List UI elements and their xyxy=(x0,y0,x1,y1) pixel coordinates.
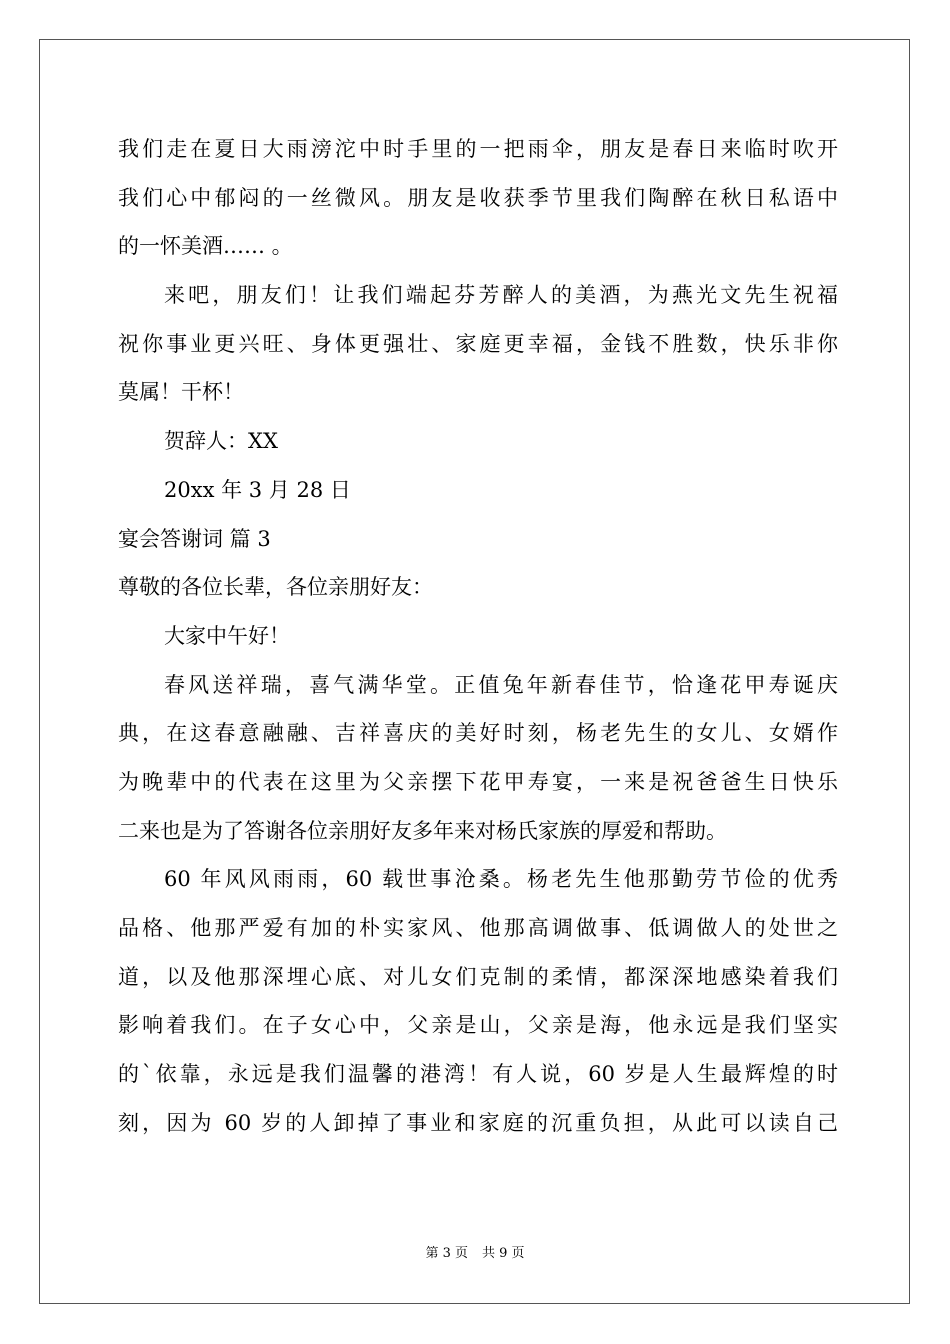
section-heading: 宴会答谢词 篇 3 xyxy=(118,526,271,551)
paragraph-line: 影响着我们。在子女心中，父亲是山，父亲是海，他永远是我们坚实 xyxy=(118,1013,838,1038)
paragraph-line: 春风送祥瑞，喜气满华堂。正值兔年新春佳节，恰逢花甲寿诞庆 xyxy=(164,672,838,697)
paragraph-line: 祝你事业更兴旺、身体更强壮、家庭更幸福，金钱不胜数，快乐非你 xyxy=(118,331,838,356)
greeting-line: 大家中午好！ xyxy=(164,623,290,648)
paragraph-line: 为晚辈中的代表在这里为父亲摆下花甲寿宴，一来是祝爸爸生日快乐 xyxy=(118,769,838,794)
paragraph-line: 我们走在夏日大雨滂沱中时手里的一把雨伞，朋友是春日来临时吹开 xyxy=(118,137,838,161)
paragraph-line: 60 年风风雨雨，60 载世事沧桑。杨老先生他那勤劳节俭的优秀 xyxy=(164,867,838,892)
paragraph-line: 品格、他那严爱有加的朴实家风、他那高调做事、低调做人的处世之 xyxy=(118,916,838,940)
paragraph-line: 莫属！干杯！ xyxy=(118,380,244,405)
paragraph-line: 我们心中郁闷的一丝微风。朋友是收获季节里我们陶醉在秋日私语中 xyxy=(118,185,838,210)
paragraph-line: 道，以及他那深埋心底、对儿女们克制的柔情，都深深地感染着我们 xyxy=(118,964,838,989)
signature-line: 贺辞人：XX xyxy=(164,429,278,454)
paragraph-line: 典，在这春意融融、吉祥喜庆的美好时刻，杨老先生的女儿、女婿作 xyxy=(118,721,838,746)
paragraph-line: 的一怀美酒…… 。 xyxy=(118,234,293,259)
page-number-current: 第 3 页 xyxy=(425,1246,468,1261)
page-number-total: 共 9 页 xyxy=(482,1246,525,1261)
paragraph-line: 的`依靠，永远是我们温馨的港湾！有人说，60 岁是人生最辉煌的时 xyxy=(118,1062,838,1087)
paragraph-line: 二来也是为了答谢各位亲朋好友多年来对杨氏家族的厚爱和帮助。 xyxy=(118,818,727,843)
paragraph-line: 刻，因为 60 岁的人卸掉了事业和家庭的沉重负担，从此可以读自己 xyxy=(118,1110,838,1135)
document-body xyxy=(118,125,838,1147)
date-line: 20xx 年 3 月 28 日 xyxy=(164,477,351,502)
salutation-line: 尊敬的各位长辈，各位亲朋好友： xyxy=(118,575,433,600)
paragraph-line: 来吧，朋友们！让我们端起芬芳醉人的美酒，为燕光文先生祝福 xyxy=(164,283,838,308)
page-footer xyxy=(0,1244,950,1264)
